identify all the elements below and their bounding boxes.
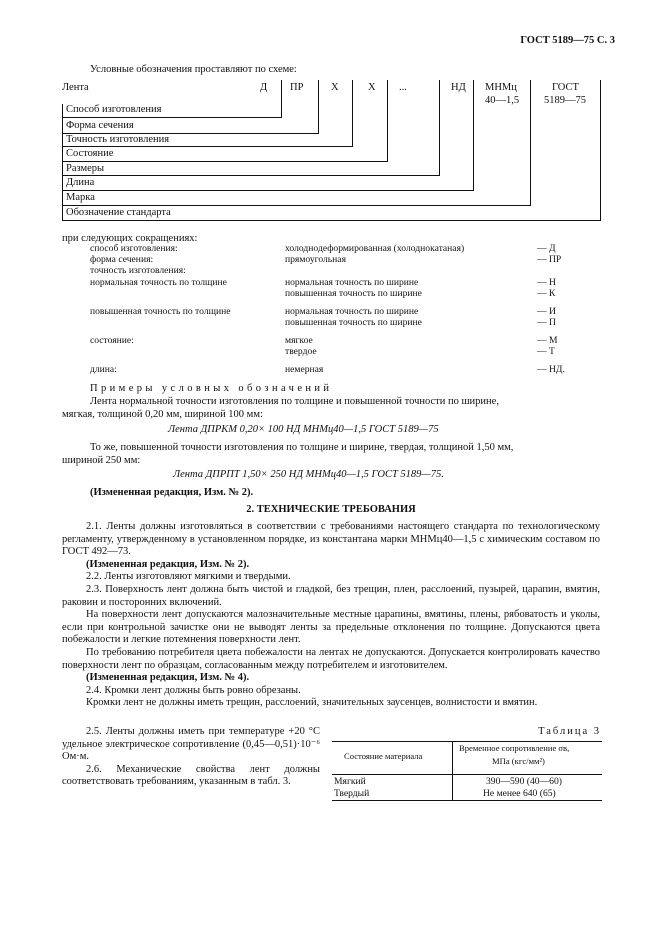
scheme-d: Д bbox=[260, 82, 268, 93]
scheme-mnm-1: МНМц bbox=[485, 82, 517, 93]
abbr-label: состояние: bbox=[90, 335, 134, 346]
abbr-code: — И bbox=[537, 306, 556, 317]
examples-heading: Примеры условных обозначений bbox=[90, 383, 333, 394]
revision-note: (Измененная редакция, Изм. № 2). bbox=[90, 487, 254, 498]
paragraph-2-3b: На поверхности лент допускаются малозначительные местные царапины, вмятины, плены, рябоватость и уколы, если при контрольной зачистке они не выводят ленты за предельные отклонения по толщине. Допускаются цвета побежалости и легкие потемнения поверхности лент. bbox=[62, 609, 600, 646]
paragraph-2-1: 2.1. Ленты должны изготовляться в соответствии с требованиями настоящего стандарта по технологическому регламенту, утвержденному в установленном порядке, из константана марки МНМц40—1,5 с химическим составом по ГОСТ 492—73. bbox=[62, 521, 600, 558]
scheme-pr: ПР bbox=[290, 82, 304, 93]
abbr-code: — ПР bbox=[537, 254, 562, 265]
table-header-strength: Временное сопротивление σв, bbox=[459, 743, 570, 753]
paragraph-2-6: 2.6. Механические свойства лент должны соответствовать требованиям, указанным в табл. 3. bbox=[62, 763, 320, 788]
table-cell-value: 390—590 (40—60) bbox=[486, 776, 562, 787]
abbr-code: — П bbox=[537, 317, 556, 328]
scheme-dots: ... bbox=[399, 82, 407, 93]
paragraph-2-3c: По требованию потребителя цвета побежалости на лентах не допускаются. Допускается контролировать качество поверхности лент по образцам, согласованным между потребителем и изготовителем. bbox=[62, 646, 600, 671]
table-cell-state: Мягкий bbox=[334, 776, 366, 787]
example-2-text-cont: шириной 250 мм: bbox=[62, 455, 141, 466]
revision-2-3: (Измененная редакция, Изм. № 4). bbox=[86, 672, 250, 684]
abbr-desc: нормальная точность по ширине bbox=[285, 306, 419, 317]
scheme-label: Точность изготовления bbox=[66, 134, 170, 145]
paragraph-2-3: 2.3. Поверхность лент должна быть чистой и гладкой, без трещин, плен, расслоений, пузырей, царапин, вмятин, раковин и посторонних включений. bbox=[62, 583, 600, 608]
abbr-label: точность изготовления: bbox=[90, 265, 186, 276]
example-1-text-cont: мягкая, толщиной 0,20 мм, шириной 100 мм: bbox=[62, 409, 263, 420]
scheme-label: Способ изготовления bbox=[66, 104, 162, 115]
scheme-label: Длина bbox=[66, 177, 95, 188]
scheme-gost-2: 5189—75 bbox=[544, 95, 586, 106]
table-header-state: Состояние материала bbox=[344, 751, 423, 761]
section-title: 2. ТЕХНИЧЕСКИЕ ТРЕБОВАНИЯ bbox=[246, 504, 416, 515]
scheme-x2: X bbox=[368, 82, 376, 93]
abbr-label: нормальная точность по толщине bbox=[90, 277, 227, 288]
abbr-desc: холоднодеформированная (холоднокатаная) bbox=[285, 243, 465, 254]
scheme-mnm-2: 40—1,5 bbox=[485, 95, 520, 106]
scheme-label: Размеры bbox=[66, 163, 105, 174]
section-2-body-narrow bbox=[62, 726, 320, 789]
abbr-code: — Н bbox=[537, 277, 556, 288]
example-1-text: Лента нормальной точности изготовления по толщине и повышенной точности по ширине, bbox=[90, 396, 499, 407]
abbr-code: — М bbox=[537, 335, 558, 346]
paragraph-2-2: 2.2. Ленты изготовляют мягкими и твердыми. bbox=[86, 571, 291, 583]
scheme-x1: X bbox=[331, 82, 339, 93]
abbr-label: способ изготовления: bbox=[90, 243, 178, 254]
scheme-lenta: Лента bbox=[62, 82, 89, 93]
table-cell-value: Не менее 640 (65) bbox=[483, 788, 556, 799]
scheme-label: Марка bbox=[66, 192, 95, 203]
abbr-desc: прямоугольная bbox=[285, 254, 346, 265]
scheme-label: Форма сечения bbox=[66, 120, 134, 131]
paragraph-2-4: 2.4. Кромки лент должны быть ровно обрезаны. bbox=[86, 684, 301, 696]
abbr-code: — К bbox=[537, 288, 556, 299]
page-header: ГОСТ 5189—75 С. 3 bbox=[520, 35, 615, 46]
abbr-desc: твердое bbox=[285, 346, 317, 357]
scheme-nd: НД bbox=[451, 82, 466, 93]
abbr-desc: мягкое bbox=[285, 335, 313, 346]
paragraph-2-4b: Кромки лент не должны иметь трещин, расслоений, значительных заусенцев, волнистости и вмятин. bbox=[86, 697, 538, 709]
scheme-gost-1: ГОСТ bbox=[552, 82, 579, 93]
table-caption: Таблица 3 bbox=[538, 726, 601, 737]
abbr-desc: повышенная точность по ширине bbox=[285, 288, 422, 299]
scheme-label: Обозначение стандарта bbox=[66, 207, 171, 218]
example-1-code: Лента ДПРКМ 0,20× 100 НД МНМц40—1,5 ГОСТ 5189—75 bbox=[168, 424, 439, 435]
scheme-label: Состояние bbox=[66, 148, 114, 159]
abbr-code: — НД. bbox=[537, 364, 565, 375]
abbr-code: — Т bbox=[537, 346, 555, 357]
abbr-desc: повышенная точность по ширине bbox=[285, 317, 422, 328]
abbr-label: длина: bbox=[90, 364, 117, 375]
table-cell-state: Твердый bbox=[334, 788, 370, 799]
abbr-code: — Д bbox=[537, 243, 556, 254]
abbr-intro: при следующих сокращениях: bbox=[62, 233, 198, 244]
revision-2-1: (Измененная редакция, Изм. № 2). bbox=[86, 558, 250, 570]
abbr-desc: нормальная точность по ширине bbox=[285, 277, 419, 288]
section-2-body bbox=[62, 521, 600, 710]
scheme-intro: Условные обозначения проставляют по схеме: bbox=[90, 64, 297, 75]
example-2-text: То же, повышенной точности изготовления по толщине и ширине, твердая, толщиной 1,50 мм, bbox=[90, 442, 514, 453]
table-header-strength-unit: МПа (кгс/мм²) bbox=[492, 756, 545, 766]
example-2-code: Лента ДПРПТ 1,50× 250 НД МНМц40—1,5 ГОСТ 5189—75. bbox=[173, 469, 444, 480]
abbr-label: форма сечения: bbox=[90, 254, 154, 265]
paragraph-2-5: 2.5. Ленты должны иметь при температуре +20 °С удельное электрическое сопротивление (0,45—0,51)·10⁻⁶ Ом·м. bbox=[62, 726, 320, 763]
abbr-label: повышенная точность по толщине bbox=[90, 306, 231, 317]
abbr-desc: немерная bbox=[285, 364, 324, 375]
